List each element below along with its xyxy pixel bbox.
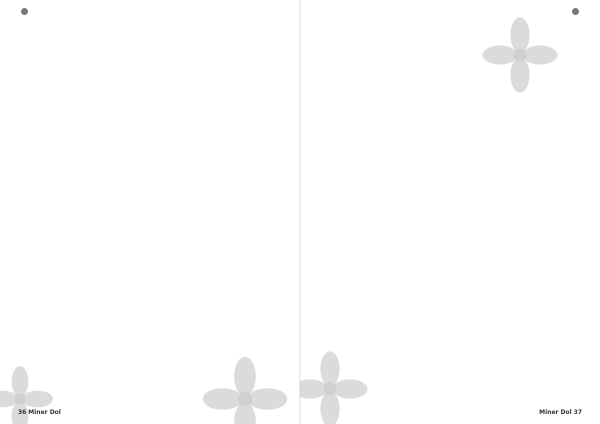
poem-line [120, 55, 200, 64]
poem-line [340, 80, 420, 89]
poem-line [120, 46, 200, 55]
poem-line [340, 184, 420, 193]
poem-line [120, 274, 200, 283]
poem-line [420, 98, 500, 107]
poem-line [120, 319, 200, 328]
poem-line [120, 373, 200, 382]
poem-row [340, 184, 500, 193]
poem-line [120, 37, 200, 46]
poem-row [340, 300, 500, 309]
poem-line [420, 62, 500, 71]
poem-row [340, 157, 500, 166]
poem-line [420, 44, 500, 53]
poem-row [40, 207, 200, 216]
poem-line [420, 35, 500, 44]
poem-row [40, 234, 200, 243]
poem-row [40, 216, 200, 225]
poem-row [40, 274, 200, 283]
poem-row [40, 319, 200, 328]
poem-line [120, 82, 200, 91]
poem-row [340, 35, 500, 44]
poem-line [340, 148, 420, 157]
poem-line [40, 28, 120, 37]
poem-line [40, 225, 120, 234]
poem-row [40, 91, 200, 100]
right-page-header [569, 8, 582, 15]
poem-row [40, 225, 200, 234]
poem-line [120, 243, 200, 252]
poem-row [340, 222, 500, 231]
poem-row [340, 44, 500, 53]
poem-line [40, 328, 120, 337]
poem-stanza [340, 35, 500, 125]
poem-line [420, 249, 500, 258]
poem-line [40, 319, 120, 328]
poem-line [340, 44, 420, 53]
poem-line [120, 292, 200, 301]
poem-stanza [40, 28, 200, 100]
poem-line [420, 89, 500, 98]
logo-icon [572, 8, 579, 15]
poem-row [40, 158, 200, 167]
poem-stanza [340, 148, 500, 202]
poem-line [340, 318, 420, 327]
poem-line [420, 240, 500, 249]
poem-line [40, 131, 120, 140]
poem-line [40, 301, 120, 310]
poem-row [340, 336, 500, 345]
poem-line [420, 107, 500, 116]
poem-row [340, 318, 500, 327]
poem-line [340, 71, 420, 80]
poem-line [40, 46, 120, 55]
poem-row [340, 80, 500, 89]
poem-line [340, 116, 420, 125]
poem-line [420, 327, 500, 336]
poem-line [120, 131, 200, 140]
right-page [300, 0, 600, 424]
poem-line [120, 122, 200, 131]
poem-line [40, 64, 120, 73]
poem-line [120, 328, 200, 337]
magazine-brand: Miner Dol [539, 409, 572, 416]
poem-stanza [40, 198, 200, 252]
poem-line [120, 283, 200, 292]
poem-line [340, 53, 420, 62]
poem-line [120, 91, 200, 100]
poem-row [40, 28, 200, 37]
poem-line [340, 336, 420, 345]
poem-line [40, 216, 120, 225]
poem-row [340, 148, 500, 157]
flower-icon [200, 354, 290, 424]
poem-line [40, 158, 120, 167]
poem-row [40, 328, 200, 337]
poem-line [120, 149, 200, 158]
poem-row [40, 198, 200, 207]
poem-line [340, 62, 420, 71]
poem-line [340, 240, 420, 249]
poem-line [40, 73, 120, 82]
poem-row [340, 258, 500, 267]
poem-row [40, 82, 200, 91]
poem-line [340, 267, 420, 276]
poem-stanza [40, 122, 200, 176]
poem-row [40, 301, 200, 310]
poem-line [340, 258, 420, 267]
poem-line [120, 225, 200, 234]
poem-line [40, 167, 120, 176]
poem-row [40, 37, 200, 46]
poem-line [340, 35, 420, 44]
poem-line [340, 98, 420, 107]
poem-row [40, 55, 200, 64]
left-page-footer [18, 409, 61, 416]
poem-row [340, 175, 500, 184]
left-page-header [18, 8, 31, 15]
poem-line [120, 64, 200, 73]
poem-line [420, 80, 500, 89]
poem-line [40, 337, 120, 346]
magazine-brand: Miner Dol [28, 409, 61, 416]
poem-line [420, 231, 500, 240]
poem-line [420, 345, 500, 354]
flower-icon [300, 349, 370, 424]
poem-line [120, 364, 200, 373]
poem-row [40, 64, 200, 73]
poem-line [40, 55, 120, 64]
poem-row [40, 373, 200, 382]
poem-row [340, 89, 500, 98]
poem-line [120, 337, 200, 346]
poem-row [340, 98, 500, 107]
poem-stanza [40, 274, 200, 382]
poem-line [120, 158, 200, 167]
poem-row [40, 149, 200, 158]
poem-line [340, 157, 420, 166]
right-page-footer [539, 409, 582, 416]
poem-line [420, 184, 500, 193]
poem-row [340, 116, 500, 125]
poem-row [340, 249, 500, 258]
poem-line [420, 309, 500, 318]
poem-row [40, 364, 200, 373]
poem-line [340, 222, 420, 231]
poem-row [40, 292, 200, 301]
poem-line [40, 122, 120, 131]
poem-line [120, 310, 200, 319]
poem-row [340, 107, 500, 116]
poem-row [340, 327, 500, 336]
poem-row [340, 193, 500, 202]
poem-line [120, 198, 200, 207]
poem-line [40, 207, 120, 216]
poem-line [40, 198, 120, 207]
poem-line [420, 318, 500, 327]
poem-line [120, 216, 200, 225]
poem-line [420, 71, 500, 80]
poem-line [340, 309, 420, 318]
poem-row [340, 231, 500, 240]
poem-line [40, 82, 120, 91]
poem-row [340, 53, 500, 62]
poem-row [40, 140, 200, 149]
poem-line [40, 283, 120, 292]
poem-line [40, 91, 120, 100]
poem-row [40, 355, 200, 364]
poem-line [120, 355, 200, 364]
poem-row [40, 131, 200, 140]
poem-stanza [340, 222, 500, 276]
poem-line [120, 73, 200, 82]
poem-row [340, 309, 500, 318]
poem-line [340, 166, 420, 175]
poem-row [340, 267, 500, 276]
poem-line [40, 140, 120, 149]
poem-line [340, 345, 420, 354]
poem-row [340, 71, 500, 80]
poem-line [420, 258, 500, 267]
poem-line [420, 300, 500, 309]
poem-line [340, 327, 420, 336]
poem-line [120, 28, 200, 37]
poem-line [340, 175, 420, 184]
poem-line [420, 157, 500, 166]
page-number: 36 [18, 409, 27, 416]
poem-row [340, 166, 500, 175]
poem-row [340, 62, 500, 71]
poem-line [420, 148, 500, 157]
poem-line [420, 53, 500, 62]
poem-line [40, 346, 120, 355]
poem-row [40, 46, 200, 55]
poem-line [40, 149, 120, 158]
poem-row [340, 345, 500, 354]
poem-line [340, 193, 420, 202]
poem-line [420, 175, 500, 184]
poem-line [340, 231, 420, 240]
poem-line [340, 107, 420, 116]
poem-line [120, 167, 200, 176]
poem-line [40, 373, 120, 382]
poem-line [120, 346, 200, 355]
poem-line [420, 116, 500, 125]
poem-line [340, 89, 420, 98]
poem-line [40, 310, 120, 319]
poem-line [340, 300, 420, 309]
poem-line [40, 234, 120, 243]
poem-line [40, 292, 120, 301]
poem-row [40, 310, 200, 319]
poem-line [120, 301, 200, 310]
poem-row [340, 240, 500, 249]
poem-line [340, 249, 420, 258]
poem-line [40, 37, 120, 46]
logo-icon [21, 8, 28, 15]
poem-line [420, 267, 500, 276]
poem-row [40, 283, 200, 292]
poem-row [40, 167, 200, 176]
poem-line [420, 336, 500, 345]
poem-line [40, 364, 120, 373]
poem-line [40, 355, 120, 364]
poem-row [40, 122, 200, 131]
page-number: 37 [573, 409, 582, 416]
poem-line [120, 140, 200, 149]
poem-row [40, 73, 200, 82]
poem-line [120, 234, 200, 243]
poem-line [40, 274, 120, 283]
poem-row [40, 337, 200, 346]
poem-line [120, 207, 200, 216]
poem-line [420, 166, 500, 175]
poem-line [420, 193, 500, 202]
poem-line [420, 222, 500, 231]
poem-line [40, 243, 120, 252]
poem-row [40, 243, 200, 252]
poem-row [40, 346, 200, 355]
poem-stanza [340, 300, 500, 354]
